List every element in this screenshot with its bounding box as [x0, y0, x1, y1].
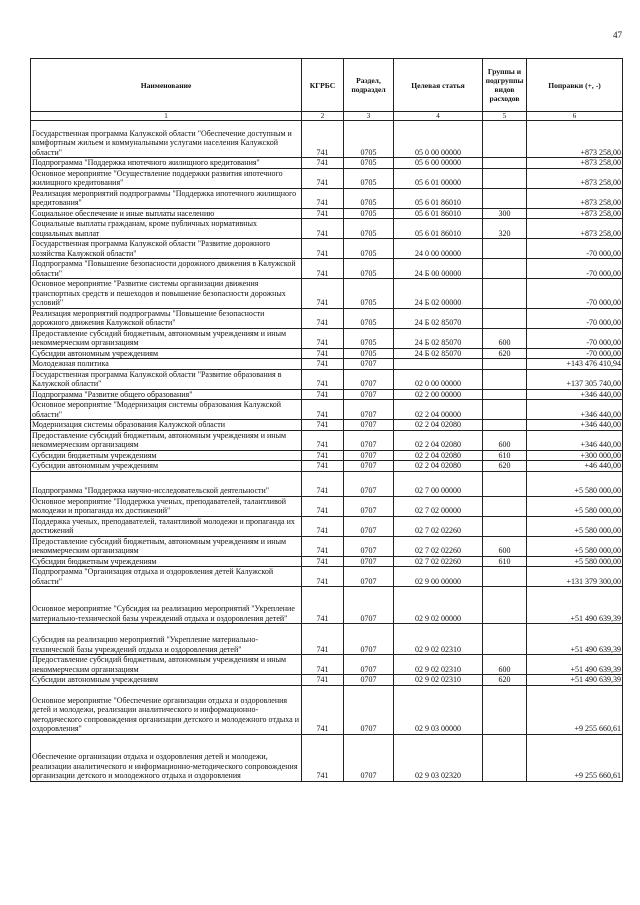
table-row [31, 655, 623, 675]
table-row [31, 587, 623, 624]
table-row [31, 685, 623, 734]
table-row [31, 450, 623, 461]
table-row [31, 168, 623, 188]
cell-section: 0707 [344, 369, 394, 389]
cell-section: 0707 [344, 567, 394, 587]
cell-kgrbs: 741 [302, 259, 344, 279]
cell-amount: +346 440,00 [527, 430, 623, 450]
cell-kgrbs: 741 [302, 348, 344, 359]
table-row [31, 389, 623, 400]
cell-section: 0707 [344, 587, 394, 624]
cell-name: Подпрограмма "Организация отдыха и оздоровления детей Калужской области" [31, 567, 302, 587]
cell-kgrbs: 741 [302, 400, 344, 420]
cell-section: 0705 [344, 219, 394, 239]
cell-expense-type [483, 567, 527, 587]
cell-kgrbs: 741 [302, 279, 344, 309]
cell-expense-type: 600 [483, 655, 527, 675]
cell-name: Субсидии бюджетным учреждениям [31, 556, 302, 567]
cell-kgrbs: 741 [302, 496, 344, 516]
cell-kgrbs: 741 [302, 536, 344, 556]
cell-kgrbs: 741 [302, 556, 344, 567]
table-row [31, 430, 623, 450]
cell-target: 02 9 03 02320 [394, 734, 483, 781]
header-name: Наименование [31, 59, 302, 112]
cell-kgrbs: 741 [302, 450, 344, 461]
cell-name: Обеспечение организации отдыха и оздоровления детей и молодежи, реализации аналитического и информационно-методического сопровождения организации детского и молодежного отдыха и оздоровления [31, 734, 302, 781]
cell-expense-type: 300 [483, 208, 527, 219]
cell-amount: +51 490 639,39 [527, 655, 623, 675]
cell-amount: +46 440,00 [527, 461, 623, 472]
cell-kgrbs: 741 [302, 567, 344, 587]
cell-target: 02 0 00 00000 [394, 369, 483, 389]
cell-kgrbs: 741 [302, 420, 344, 431]
cell-amount: +131 379 300,00 [527, 567, 623, 587]
cell-section: 0705 [344, 348, 394, 359]
table-row [31, 328, 623, 348]
cell-target: 02 2 04 02080 [394, 461, 483, 472]
cell-name: Основное мероприятие "Модернизация системы образования Калужской области" [31, 400, 302, 420]
cell-expense-type [483, 496, 527, 516]
col-number: 5 [483, 112, 527, 121]
cell-section: 0705 [344, 121, 394, 158]
table-row [31, 239, 623, 259]
cell-name: Субсидия на реализацию мероприятий "Укрепление материально-технической базы учреждений отдыха и оздоровления детей" [31, 624, 302, 655]
cell-section: 0705 [344, 308, 394, 328]
cell-amount: +873 258,00 [527, 219, 623, 239]
table-row [31, 675, 623, 686]
cell-name: Основное мероприятие "Обеспечение организации отдыха и оздоровления детей и молодежи, реализации аналитического и информационно-методического сопровождения организации детского и молодежного отдыха и оздоровления" [31, 685, 302, 734]
table-body [31, 121, 623, 782]
cell-name: Молодежная политика [31, 359, 302, 370]
table-row [31, 369, 623, 389]
cell-expense-type [483, 587, 527, 624]
cell-kgrbs: 741 [302, 655, 344, 675]
table-row [31, 158, 623, 169]
cell-expense-type: 320 [483, 219, 527, 239]
cell-section: 0707 [344, 655, 394, 675]
cell-section: 0707 [344, 461, 394, 472]
cell-kgrbs: 741 [302, 516, 344, 536]
table-row [31, 536, 623, 556]
cell-target: 02 9 02 00000 [394, 587, 483, 624]
cell-target: 02 2 00 00000 [394, 389, 483, 400]
table-row [31, 348, 623, 359]
cell-amount: +51 490 639,39 [527, 675, 623, 686]
cell-name: Субсидии автономным учреждениям [31, 461, 302, 472]
cell-section: 0707 [344, 389, 394, 400]
cell-name: Подпрограмма "Повышение безопасности дорожного движения в Калужской области" [31, 259, 302, 279]
cell-expense-type: 600 [483, 328, 527, 348]
cell-target: 24 0 00 00000 [394, 239, 483, 259]
cell-expense-type: 620 [483, 348, 527, 359]
cell-section: 0705 [344, 259, 394, 279]
cell-name: Государственная программа Калужской области "Обеспечение доступным и комфортным жильем и коммунальными услугами населения Калужской области" [31, 121, 302, 158]
cell-expense-type: 620 [483, 675, 527, 686]
cell-expense-type: 620 [483, 461, 527, 472]
cell-target: 24 Б 02 00000 [394, 279, 483, 309]
header-kgrbs: КГРБС [302, 59, 344, 112]
cell-expense-type [483, 369, 527, 389]
cell-section: 0707 [344, 516, 394, 536]
cell-amount: +873 258,00 [527, 188, 623, 208]
cell-name: Подпрограмма "Поддержка научно-исследовательской деятельности" [31, 471, 302, 496]
cell-name: Реализация мероприятий подпрограммы "Повышение безопасности дорожного движения Калужской области" [31, 308, 302, 328]
cell-amount: +873 258,00 [527, 121, 623, 158]
cell-amount: +346 440,00 [527, 400, 623, 420]
cell-section: 0705 [344, 208, 394, 219]
cell-name: Предоставление субсидий бюджетным, автономным учреждениям и иным некоммерческим организациям [31, 430, 302, 450]
cell-target: 02 9 00 00000 [394, 567, 483, 587]
cell-expense-type: 600 [483, 430, 527, 450]
cell-expense-type: 610 [483, 556, 527, 567]
cell-kgrbs: 741 [302, 168, 344, 188]
budget-table [30, 58, 623, 782]
cell-name: Предоставление субсидий бюджетным, автономным учреждениям и иным некоммерческим организациям [31, 536, 302, 556]
cell-amount: +300 000,00 [527, 450, 623, 461]
cell-amount: +5 580 000,00 [527, 536, 623, 556]
header-target: Целевая статья [394, 59, 483, 112]
cell-kgrbs: 741 [302, 219, 344, 239]
cell-target: 24 Б 02 85070 [394, 328, 483, 348]
cell-expense-type [483, 121, 527, 158]
cell-target: 05 0 00 00000 [394, 121, 483, 158]
cell-section: 0707 [344, 675, 394, 686]
cell-name: Субсидии автономным учреждениям [31, 348, 302, 359]
cell-expense-type [483, 516, 527, 536]
cell-target: 24 Б 00 00000 [394, 259, 483, 279]
cell-name: Социальное обеспечение и иные выплаты населению [31, 208, 302, 219]
cell-name: Основное мероприятие "Развитие системы организации движения транспортных средств и пешеходов и повышение безопасности дорожных условий" [31, 279, 302, 309]
cell-target: 02 7 02 02260 [394, 536, 483, 556]
cell-amount: +873 258,00 [527, 168, 623, 188]
cell-expense-type: 600 [483, 536, 527, 556]
cell-target: 02 2 04 02080 [394, 450, 483, 461]
column-number-row [31, 112, 623, 121]
cell-name: Основное мероприятие "Осуществление поддержки развития ипотечного жилищного кредитования" [31, 168, 302, 188]
cell-name: Государственная программа Калужской области "Развитие образования в Калужской области" [31, 369, 302, 389]
cell-kgrbs: 741 [302, 389, 344, 400]
col-number: 6 [527, 112, 623, 121]
cell-amount: +5 580 000,00 [527, 556, 623, 567]
cell-expense-type [483, 685, 527, 734]
cell-section: 0707 [344, 496, 394, 516]
cell-target: 02 7 00 00000 [394, 471, 483, 496]
cell-kgrbs: 741 [302, 471, 344, 496]
cell-section: 0707 [344, 471, 394, 496]
table-row [31, 516, 623, 536]
cell-amount: -70 000,00 [527, 348, 623, 359]
cell-section: 0705 [344, 239, 394, 259]
cell-expense-type [483, 389, 527, 400]
cell-name: Реализация мероприятий подпрограммы "Поддержка ипотечного жилищного кредитования" [31, 188, 302, 208]
cell-expense-type [483, 471, 527, 496]
table-row [31, 188, 623, 208]
cell-amount: +9 255 660,61 [527, 685, 623, 734]
cell-target: 24 Б 02 85070 [394, 348, 483, 359]
cell-amount: +5 580 000,00 [527, 496, 623, 516]
cell-name: Поддержка ученых, преподавателей, талантливой молодежи и пропаганда их достижений [31, 516, 302, 536]
cell-name: Основное мероприятие "Субсидия на реализацию мероприятий "Укрепление материально-технической базы учреждений отдыха и оздоровления детей" [31, 587, 302, 624]
cell-kgrbs: 741 [302, 328, 344, 348]
cell-kgrbs: 741 [302, 239, 344, 259]
cell-kgrbs: 741 [302, 359, 344, 370]
cell-section: 0707 [344, 624, 394, 655]
cell-section: 0707 [344, 450, 394, 461]
cell-target: 02 9 02 02310 [394, 624, 483, 655]
cell-expense-type [483, 158, 527, 169]
table-row [31, 400, 623, 420]
cell-amount: +873 258,00 [527, 208, 623, 219]
cell-section: 0707 [344, 430, 394, 450]
cell-amount: +346 440,00 [527, 420, 623, 431]
cell-kgrbs: 741 [302, 188, 344, 208]
cell-target: 05 6 01 86010 [394, 219, 483, 239]
cell-section: 0705 [344, 188, 394, 208]
cell-target: 02 9 02 02310 [394, 655, 483, 675]
cell-section: 0707 [344, 734, 394, 781]
table-row [31, 219, 623, 239]
cell-kgrbs: 741 [302, 121, 344, 158]
cell-expense-type [483, 420, 527, 431]
cell-section: 0705 [344, 279, 394, 309]
cell-expense-type [483, 188, 527, 208]
col-number: 4 [394, 112, 483, 121]
cell-target: 02 7 02 02260 [394, 556, 483, 567]
cell-section: 0707 [344, 400, 394, 420]
cell-section: 0705 [344, 158, 394, 169]
cell-expense-type: 610 [483, 450, 527, 461]
cell-name: Подпрограмма "Поддержка ипотечного жилищного кредитования" [31, 158, 302, 169]
cell-section: 0705 [344, 328, 394, 348]
cell-target: 02 7 02 00000 [394, 496, 483, 516]
header-row [31, 59, 623, 112]
cell-section: 0707 [344, 536, 394, 556]
cell-target [394, 359, 483, 370]
table-row [31, 359, 623, 370]
cell-expense-type [483, 400, 527, 420]
table-row [31, 121, 623, 158]
cell-amount: +346 440,00 [527, 389, 623, 400]
cell-name: Подпрограмма "Развитие общего образования" [31, 389, 302, 400]
cell-kgrbs: 741 [302, 430, 344, 450]
cell-name: Модернизация системы образования Калужской области [31, 420, 302, 431]
cell-amount: -70 000,00 [527, 279, 623, 309]
cell-name: Субсидии автономным учреждениям [31, 675, 302, 686]
cell-section: 0707 [344, 556, 394, 567]
cell-expense-type [483, 734, 527, 781]
cell-amount: +5 580 000,00 [527, 516, 623, 536]
cell-target: 05 6 01 00000 [394, 168, 483, 188]
table-row [31, 461, 623, 472]
cell-amount: -70 000,00 [527, 259, 623, 279]
header-amendments: Поправки (+, -) [527, 59, 623, 112]
cell-amount: -70 000,00 [527, 308, 623, 328]
page-number: 47 [613, 30, 622, 40]
cell-section: 0707 [344, 359, 394, 370]
cell-expense-type [483, 279, 527, 309]
table-row [31, 624, 623, 655]
table-row [31, 208, 623, 219]
cell-kgrbs: 741 [302, 308, 344, 328]
table-row [31, 308, 623, 328]
cell-kgrbs: 741 [302, 208, 344, 219]
cell-expense-type [483, 259, 527, 279]
cell-name: Предоставление субсидий бюджетным, автономным учреждениям и иным некоммерческим организациям [31, 655, 302, 675]
cell-amount: +5 580 000,00 [527, 471, 623, 496]
cell-expense-type [483, 359, 527, 370]
cell-amount: +137 305 740,00 [527, 369, 623, 389]
cell-amount: -70 000,00 [527, 239, 623, 259]
cell-amount: +143 476 410,94 [527, 359, 623, 370]
table-row [31, 279, 623, 309]
cell-section: 0705 [344, 168, 394, 188]
cell-kgrbs: 741 [302, 158, 344, 169]
cell-target: 02 2 04 02080 [394, 430, 483, 450]
cell-amount: +51 490 639,39 [527, 587, 623, 624]
cell-kgrbs: 741 [302, 369, 344, 389]
cell-target: 05 6 01 86010 [394, 208, 483, 219]
cell-name: Государственная программа Калужской области "Развитие дорожного хозяйства Калужской области" [31, 239, 302, 259]
cell-target: 02 9 03 00000 [394, 685, 483, 734]
cell-amount: +873 258,00 [527, 158, 623, 169]
cell-target: 05 6 00 00000 [394, 158, 483, 169]
cell-kgrbs: 741 [302, 624, 344, 655]
cell-name: Субсидии бюджетным учреждениям [31, 450, 302, 461]
cell-expense-type [483, 239, 527, 259]
table-row [31, 556, 623, 567]
cell-kgrbs: 741 [302, 675, 344, 686]
cell-kgrbs: 741 [302, 685, 344, 734]
cell-expense-type [483, 308, 527, 328]
col-number: 1 [31, 112, 302, 121]
table-row [31, 734, 623, 781]
table-row [31, 471, 623, 496]
cell-target: 02 2 04 00000 [394, 400, 483, 420]
cell-amount: -70 000,00 [527, 328, 623, 348]
cell-target: 02 9 02 02310 [394, 675, 483, 686]
cell-target: 24 Б 02 85070 [394, 308, 483, 328]
cell-section: 0707 [344, 420, 394, 431]
cell-target: 02 2 04 02080 [394, 420, 483, 431]
cell-expense-type [483, 168, 527, 188]
cell-name: Основное мероприятие "Поддержка ученых, преподавателей, талантливой молодежи и пропаганда их достижений" [31, 496, 302, 516]
table-row [31, 420, 623, 431]
table-row [31, 259, 623, 279]
cell-kgrbs: 741 [302, 461, 344, 472]
table-row [31, 567, 623, 587]
cell-name: Социальные выплаты гражданам, кроме публичных нормативных социальных выплат [31, 219, 302, 239]
cell-kgrbs: 741 [302, 587, 344, 624]
cell-target: 02 7 02 02260 [394, 516, 483, 536]
table-row [31, 496, 623, 516]
header-section: Раздел, подраздел [344, 59, 394, 112]
cell-amount: +51 490 639,39 [527, 624, 623, 655]
header-expense-type: Группы и подгруппы видов расходов [483, 59, 527, 112]
cell-amount: +9 255 660,61 [527, 734, 623, 781]
cell-expense-type [483, 624, 527, 655]
col-number: 3 [344, 112, 394, 121]
cell-section: 0707 [344, 685, 394, 734]
cell-kgrbs: 741 [302, 734, 344, 781]
cell-name: Предоставление субсидий бюджетным, автономным учреждениям и иным некоммерческим организациям [31, 328, 302, 348]
col-number: 2 [302, 112, 344, 121]
cell-target: 05 6 01 86010 [394, 188, 483, 208]
